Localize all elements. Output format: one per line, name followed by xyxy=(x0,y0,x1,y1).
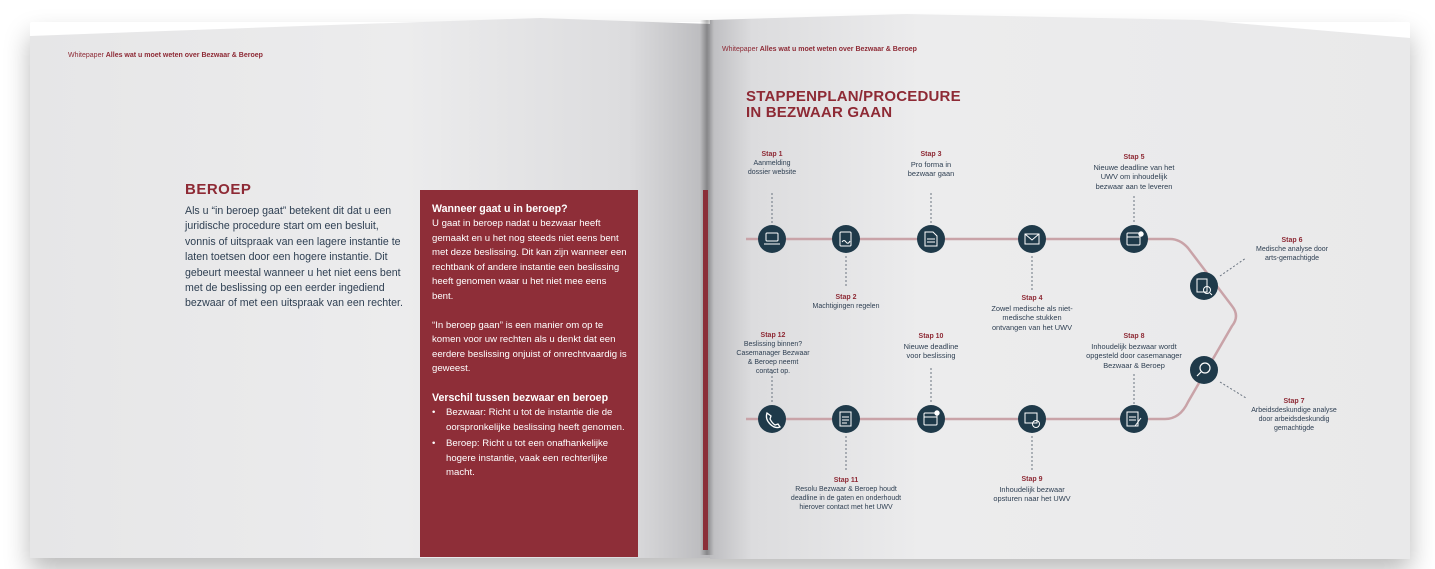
info-box-paragraph-1: U gaat in beroep nadat u bezwaar heeft gemaakt en u het nog steeds niet eens bent met deze beslissing. Dit kan zijn wanneer een rechtbank of andere instantie een beslissing heeft genomen waar u het niet mee eens bent. xyxy=(432,218,627,302)
step-number: Stap 8 xyxy=(1123,333,1145,340)
step-text: Aanmelding dossier website xyxy=(747,160,797,176)
section-title-beroep: BEROEP xyxy=(185,181,252,198)
step-number: Stap 3 xyxy=(920,151,942,158)
step-text: Resolu Bezwaar & Beroep houdt deadline in de gaten en onderhoudt hierover contact met het UWV xyxy=(790,486,902,511)
step-number: Stap 7 xyxy=(1283,398,1305,405)
node-stap-7 xyxy=(1190,356,1218,384)
node-stap-12 xyxy=(758,405,786,433)
node-stap-10 xyxy=(917,405,945,433)
node-stap-4 xyxy=(1018,225,1046,253)
node-stap-2 xyxy=(832,225,860,253)
procedure-title-line-1: STAPPENPLAN/PROCEDURE xyxy=(746,88,961,105)
connector-stap-6 xyxy=(1220,258,1246,276)
step-text: Pro forma in bezwaar gaan xyxy=(907,159,955,179)
step-text: Inhoudelijk bezwaar wordt opgesteld door casemanager Bezwaar & Beroep xyxy=(1086,341,1182,370)
step-number: Stap 5 xyxy=(1123,154,1145,161)
step-text: Medische analyse door arts-gemachtigde xyxy=(1256,246,1328,262)
node-stap-1 xyxy=(758,225,786,253)
step-label-stap-6 xyxy=(1248,236,1336,263)
spine-accent xyxy=(703,190,708,550)
node-stap-8 xyxy=(1120,405,1148,433)
step-number: Stap 6 xyxy=(1281,237,1303,244)
step-label-stap-3 xyxy=(891,150,971,179)
node-stap-11 xyxy=(832,405,860,433)
node-stap-3 xyxy=(917,225,945,253)
step-text: Zowel medische als niet- medische stukken ontvangen van het UWV xyxy=(991,303,1073,332)
step-label-stap-10 xyxy=(891,332,971,361)
info-box-heading: Wanneer gaat u in beroep? xyxy=(432,203,568,215)
list-item: • Bezwaar: Richt u tot de instantie die de oorspronkelijke beslissing heeft genomen. xyxy=(432,406,628,435)
step-label-stap-11 xyxy=(790,476,902,512)
step-number: Stap 9 xyxy=(1021,476,1043,483)
step-text: Machtigingen regelen xyxy=(812,303,880,310)
connector-stap-7 xyxy=(1220,382,1246,398)
step-number: Stap 1 xyxy=(761,151,783,158)
info-box-paragraph-2: “In beroep gaan” is een manier om op te komen voor uw rechten als u denkt dat een eerdere beslissing onjuist of onrechtvaardig is geweest. xyxy=(432,319,627,375)
step-text: Arbeidsdeskundige analyse door arbeidsdeskundig gemachtigde xyxy=(1251,407,1337,432)
node-stap-9 xyxy=(1018,405,1046,433)
running-head-title: Alles wat u moet weten over Bezwaar & Beroep xyxy=(105,52,263,59)
running-head-title: Alles wat u moet weten over Bezwaar & Beroep xyxy=(759,46,917,53)
running-head-label: Whitepaper xyxy=(722,46,758,53)
step-number: Stap 4 xyxy=(1021,295,1043,302)
step-number: Stap 2 xyxy=(835,294,857,301)
step-number: Stap 10 xyxy=(918,333,944,340)
list-item: • Beroep: Richt u tot een onafhankelijke hogere instantie, vaak een rechterlijke macht. xyxy=(432,437,628,481)
beroep-paragraph: Als u “in beroep gaat” betekent dit dat u een juridische procedure start om een besluit, vonnis of uitspraak van een lagere instantie te laten toetsen door een hogere instantie. Dit gebeurt meestal wanneer u het niet eens bent met de beslissing op een eerder ingediend bezwaar of met een uitspraak van een rechter. xyxy=(185,205,403,310)
step-label-stap-9 xyxy=(984,475,1080,504)
node-stap-5 xyxy=(1120,225,1148,253)
step-text: Inhoudelijk bezwaar opsturen naar het UWV xyxy=(993,484,1071,504)
step-label-stap-7 xyxy=(1242,397,1346,433)
running-head-label: Whitepaper xyxy=(68,52,104,59)
step-text: Nieuwe deadline voor beslissing xyxy=(903,341,959,361)
step-number: Stap 11 xyxy=(833,477,859,484)
step-label-stap-8 xyxy=(1078,332,1190,370)
procedure-title-line-2: IN BEZWAAR GAAN xyxy=(746,104,893,121)
node-stap-6 xyxy=(1190,272,1218,300)
step-text: Nieuwe deadline van het UWV om inhoudelijk bezwaar aan te leveren xyxy=(1093,162,1175,191)
step-label-stap-1 xyxy=(740,150,804,177)
step-label-stap-12 xyxy=(736,331,810,376)
step-number: Stap 12 xyxy=(760,332,786,339)
step-label-stap-4 xyxy=(982,294,1082,332)
step-text: Beslissing binnen? Casemanager Bezwaar & Beroep neemt contact op. xyxy=(736,341,810,375)
step-label-stap-5 xyxy=(1082,153,1186,191)
step-label-stap-2 xyxy=(800,293,892,311)
info-box-list-heading: Verschil tussen bezwaar en beroep xyxy=(432,391,609,404)
